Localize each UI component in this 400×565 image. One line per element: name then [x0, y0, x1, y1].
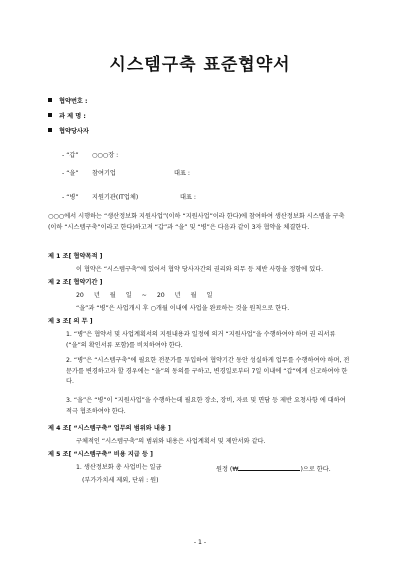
article-4-text: 구체적인 “시스템구축”의 범위와 내용은 사업계획서 및 제안서와 같다. [76, 438, 266, 445]
article-5-heading: 제 5 조[ “시스템구축” 비용 지급 등 ] [48, 451, 153, 458]
article-5-amount: 원정 (₩ )으로 한다. [216, 466, 331, 473]
article-5-vat-note: (부가가치세 제외, 단위 : 원) [82, 477, 159, 484]
article-1-text: 이 협약은 “시스템구축”에 있어서 협약 당사자간의 권리와 의무 등 제반 사항을 정함에 있다. [76, 266, 324, 273]
party-b-name: 참여기업 [92, 170, 116, 177]
document-title: 시스템구축 표준협약서 [109, 55, 291, 75]
intro-paragraph: ○○○에서 시행하는 “생산정보화 지원사업”(이하 “지원사업”이라 한다)에 참여하여 생산정보화 시스템을 구축 (이하 “시스템구축”이라고 한다)하고져 “갑”과 “을” 및 “병”은 다음과 같이 3자 협약을 체결한다. [48, 213, 345, 231]
article-3-item-2: 2. “병”은 “시스템구축”에 필요한 전문가를 투입하여 협약기간 동안 성실하게 업무를 수행하여야 하며, 전문가를 변경하고자 할 경우에는 “을”의 동의를 구하고, 변경일로부터 7일 이내에 “갑”에게 신고하여야 한다. [66, 357, 350, 385]
field-project-name: 과 제 명 : [48, 113, 86, 121]
amount-blank [238, 464, 300, 471]
article-1-heading: 제 1 조[ 협약목적 ] [48, 253, 103, 260]
article-2-text: “을”과 “병”은 사업개시 후 ○개월 이내에 사업을 완료하는 것을 원칙으로 한다. [76, 305, 290, 312]
party-c-label: - “병” [62, 194, 79, 201]
article-3-heading: 제 3 조[ 의 무 ] [48, 318, 93, 325]
bullet-square-icon [48, 128, 52, 132]
article-2-heading: 제 2 조[ 협약기간 ] [48, 279, 103, 286]
party-a-name: ○○○장 : [92, 152, 119, 159]
party-a-label: - “갑” [62, 152, 79, 159]
article-5-item-1: 1. 생산정보화 총 사업비는 일금 [76, 464, 162, 471]
party-c-rep: 대표 : [180, 194, 197, 201]
bullet-square-icon [48, 98, 52, 102]
article-2-period: 20 년 월 일 ~ 20 년 월 일 [76, 292, 213, 299]
bullet-square-icon [48, 113, 52, 117]
article-3-item-1: 1. “병”은 협약서 및 사업계획서의 지원내용과 일정에 의거 “지원사업”을 수행하여야 하며 권 리서류(“을”의 확인서류 포함)를 비치하여야 한다. [66, 331, 336, 349]
party-b-label: - “을” [62, 170, 79, 177]
field-parties: 협약당사자 [48, 128, 89, 136]
article-4-heading: 제 4 조[ “시스템구축” 업무의 범위와 내용 ] [48, 425, 171, 432]
field-agreement-no: 협약번호 : [48, 98, 88, 106]
page-number: - 1 - [193, 539, 207, 546]
party-b-rep: 대표 : [174, 170, 191, 177]
article-3-item-3: 3. “을”은 “병”이 “지원사업”을 수행하는데 필요한 장소, 장비, 자료 및 면담 등 제반 요청사항 에 대하여 적극 협조하여야 한다. [66, 397, 346, 415]
party-c-name: 지원기관(IT업체) [92, 194, 139, 201]
